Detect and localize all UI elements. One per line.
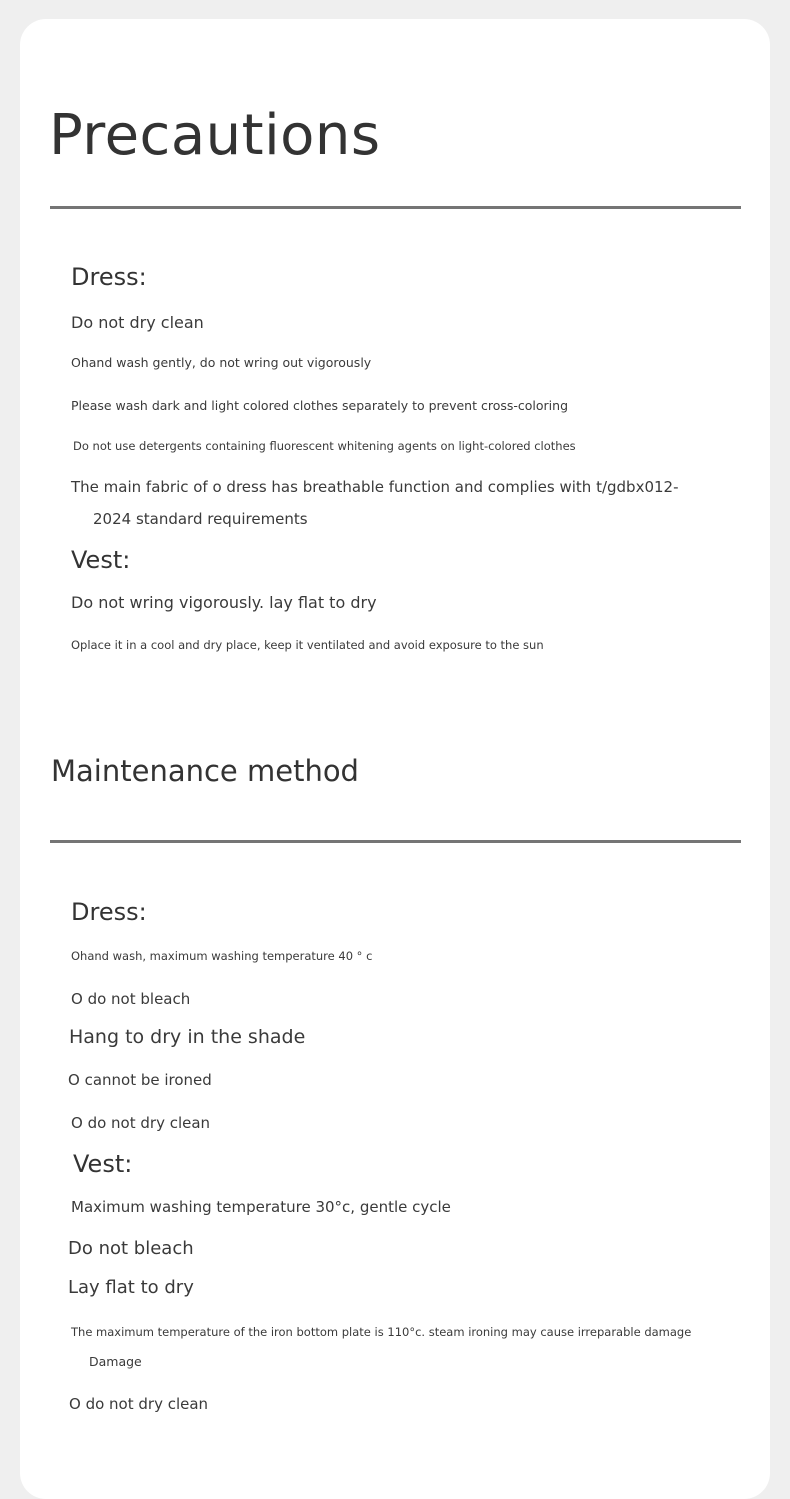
precaution-item: Do not use detergents containing fluorescent whitening agents on light-colored clothes	[73, 439, 576, 453]
maintenance-item: O do not dry clean	[71, 1114, 211, 1132]
maintenance-vest-heading: Vest:	[73, 1150, 133, 1178]
precaution-item: Please wash dark and light colored clothes separately to prevent cross-coloring	[71, 398, 568, 413]
precautions-title: Precautions	[49, 103, 381, 168]
maintenance-item-continuation: Damage	[89, 1354, 142, 1369]
maintenance-item: O do not dry clean	[69, 1395, 209, 1413]
maintenance-item: Do not bleach	[68, 1238, 194, 1259]
precautions-dress-heading: Dress:	[71, 263, 147, 291]
precaution-item: Do not wring vigorously. lay flat to dry	[71, 593, 377, 612]
maintenance-item: Hang to dry in the shade	[69, 1026, 306, 1048]
maintenance-title: Maintenance method	[51, 754, 359, 788]
precaution-item: Do not dry clean	[71, 313, 204, 332]
care-card	[20, 19, 770, 1499]
maintenance-item: Maximum washing temperature 30°c, gentle cycle	[71, 1198, 451, 1216]
precaution-item: Ohand wash gently, do not wring out vigorously	[71, 355, 372, 370]
maintenance-item: Lay flat to dry	[68, 1277, 194, 1298]
maintenance-item: Ohand wash, maximum washing temperature 40 ° c	[71, 949, 373, 963]
maintenance-divider	[50, 840, 741, 843]
maintenance-item: The maximum temperature of the iron bottom plate is 110°c. steam ironing may cause irreparable damage	[71, 1325, 692, 1339]
precautions-vest-heading: Vest:	[71, 546, 131, 574]
precaution-item: Oplace it in a cool and dry place, keep it ventilated and avoid exposure to the sun	[71, 638, 544, 652]
maintenance-dress-heading: Dress:	[71, 898, 147, 926]
precautions-divider	[50, 206, 741, 209]
precaution-item-continuation: 2024 standard requirements	[93, 510, 308, 528]
maintenance-item: O do not bleach	[71, 990, 191, 1008]
precaution-item: The main fabric of o dress has breathable function and complies with t/gdbx012-	[71, 478, 679, 496]
maintenance-item: O cannot be ironed	[68, 1071, 212, 1089]
